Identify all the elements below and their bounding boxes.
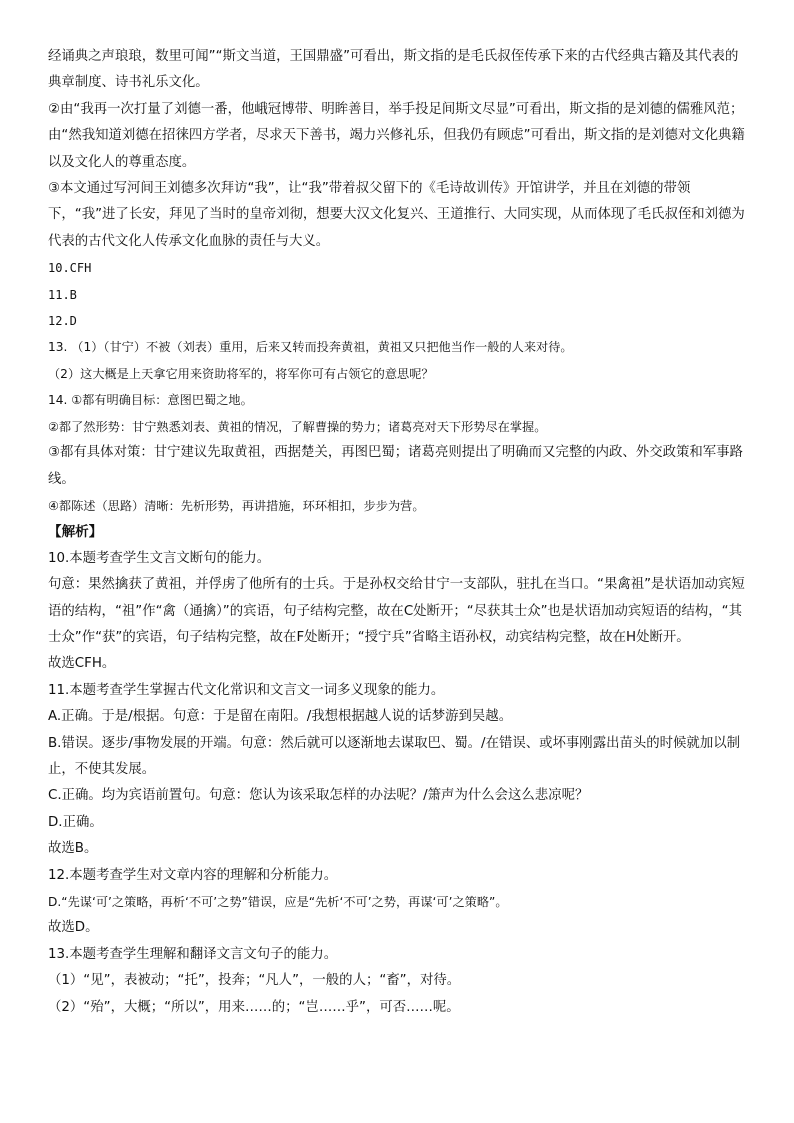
- answer-10: 10.CFH: [48, 261, 92, 276]
- analysis-12-choice: 故选D。: [48, 920, 99, 936]
- analysis-heading: 【解析】: [48, 524, 103, 541]
- analysis-12-d: D.“先谋‘可’之策略，再析‘不可’之势”错误，应是“先析‘不可’之势，再谋‘可’之策略”。: [48, 895, 508, 909]
- analysis-11-d: D.正确。: [48, 814, 103, 830]
- answer-9-2-point-2: ②由“我再一次打量了刘德一番，他峨冠博带、明眸善目，举手投足间斯文尽显”可看出，斯文指的是刘德的儒雅风范；由“然我知道刘德在招徕四方学者，尽求天下善书，竭力兴修礼乐，但我仍有顾虑”可看出，斯文指的是刘德对文化典籍以及文化人的尊重态度。: [48, 101, 745, 170]
- analysis-11-c: C.正确。均为宾语前置句。句意：您认为该采取怎样的办法呢？/箫声为什么会这么悲凉呢？: [48, 788, 589, 804]
- answer-13-2: （2）这大概是上天拿它用来资助将军的，将军你可有占领它的意思呢？: [48, 366, 434, 381]
- analysis-13-2: （2）“殆”，大概；“所以”，用来……的；“岂……乎”，可否……呢。: [48, 999, 460, 1015]
- analysis-10-body: 句意：果然擒获了黄祖，并俘虏了他所有的士兵。于是孙权交给甘宁一支部队，驻扎在当口。“果禽祖”是状语加动宾短语的结构，“祖”作“禽（通擒）”的宾语，句子结构完整，故在C处断开；“尽获其士众”也是状语加动宾短语的结构，“其士众”作“获”的宾语，句子结构完整，故在F处断开；“授宁兵”省略主语孙权，动宾结构完整，故在H处断开。: [48, 577, 745, 645]
- answer-14-1: 14. ①都有明确目标：意图巴蜀之地。: [48, 393, 253, 408]
- analysis-11-choice: 故选B。: [48, 841, 98, 857]
- analysis-10-title: 10.本题考查学生文言文断句的能力。: [48, 550, 271, 566]
- answer-14-2: ②都了然形势：甘宁熟悉刘表、黄祖的情况，了解曹操的势力；诸葛亮对天下形势尽在掌握。: [48, 419, 547, 434]
- analysis-10-choice: 故选CFH。: [48, 656, 116, 672]
- answer-14-3: ③都有具体对策：甘宁建议先取黄祖，西据楚关，再图巴蜀；诸葛亮则提出了明确而又完整的内政、外交政策和军事路线。: [48, 445, 743, 487]
- answer-12: 12.D: [48, 314, 77, 329]
- analysis-12-title: 12.本题考查学生对文章内容的理解和分析能力。: [48, 867, 338, 883]
- analysis-13-title: 13.本题考查学生理解和翻译文言文句子的能力。: [48, 946, 338, 962]
- answer-11: 11.B: [48, 287, 77, 302]
- answer-14-4: ④都陈述（思路）清晰：先析形势，再讲措施，环环相扣，步步为营。: [48, 498, 425, 513]
- document-body: [48, 44, 748, 1021]
- answer-13-1: 13. （1）（甘宁）不被（刘表）重用，后来又转而投奔黄祖，黄祖又只把他当作一般的人来对待。: [48, 340, 573, 355]
- analysis-11-a: A.正确。于是/根据。句意：于是留在南阳。/我想根据越人说的话梦游到吴越。: [48, 709, 513, 725]
- analysis-11-title: 11.本题考查学生掌握古代文化常识和文言文一词多义现象的能力。: [48, 682, 445, 698]
- answer-9-2-continued: 经诵典之声琅琅，数里可闻”“斯文当道，王国鼎盛”可看出，斯文指的是毛氏叔侄传承下来的古代经典古籍及其代表的典章制度、诗书礼乐文化。: [48, 49, 739, 91]
- answer-9-3: ③本文通过写河间王刘德多次拜访“我”，让“我”带着叔父留下的《毛诗故训传》开馆讲学，并且在刘德的带领下，“我”进了长安，拜见了当时的皇帝刘彻，想要大汉文化复兴、王道推行、大同实现，从而体现了毛氏叔侄和刘德为代表的古代文化人传承文化血脉的责任与大义。: [48, 181, 745, 249]
- analysis-11-b: B.错误。逐步/事物发展的开端。句意：然后就可以逐渐地去谋取巴、蜀。/在错误、或坏事刚露出苗头的时候就加以制止，不使其发展。: [48, 735, 740, 777]
- analysis-13-1: （1）“见”，表被动；“托”，投奔；“凡人”，一般的人；“畜”，对待。: [48, 973, 461, 989]
